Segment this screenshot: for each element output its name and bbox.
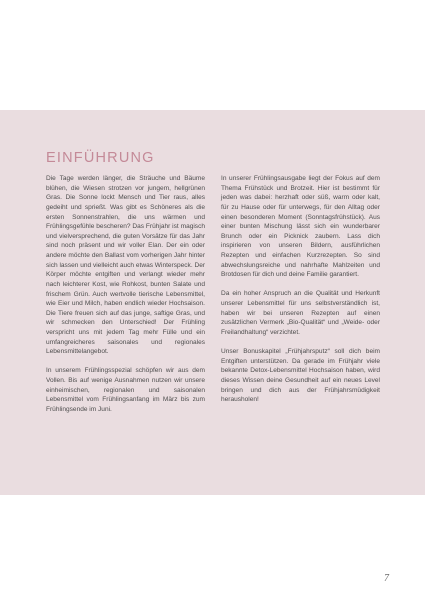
- left-text-column: [46, 174, 205, 424]
- section-title: EINFÜHRUNG: [46, 150, 155, 166]
- paragraph: In unserer Frühlingsausgabe liegt der Fokus auf dem Thema Frühstück und Brotzeit. Hier ist bestimmt für jeden was dabei: herzhaft oder süß, warm oder kalt, für zu Hause oder für unterwegs, für den Alltag oder einen besonderen Moment (Sonntagsfrühstück). Aus einer bunten Mischung lässt sich ein wunderbarer Brunch oder ein Picknick zaubern. Lass dich inspirieren von unseren Bildern, ausführlichen Rezepten und einfachen Kurzrezepten. So sind abwechslungsreiche und nahrhafte Mahlzeiten und Brotdosen für dich und deine Familie garantiert.: [221, 175, 380, 279]
- page-number: 7: [384, 573, 389, 584]
- paragraph: Die Tage werden länger, die Sträuche und Bäume blühen, die Wiesen strotzen vor jungem, hellgrünen Gras. Die Sonne lockt Mensch und Tier raus, alles gedeiht und sprießt. Was gibt es Schöneres als die ersten Sonnenstrahlen, die uns wärmen und Frühlingsgefühle bescheren? Das Frühjahr ist magisch und vielversprechend, die guten Vorsätze für das Jahr sind noch präsent und wir voller Elan. Der ein oder andere möchte den Ballast vom vorherigen Jahr hinter sich lassen und vielleicht auch etwas Winterspeck. Der Körper möchte entgiften und verlangt wieder mehr nach leichterer Kost, wie Rohkost, bunten Salate und frischem Grün. Auch wertvolle tierische Lebensmittel, wie Eier und Milch, haben endlich wieder Hochsaison. Die Tiere freuen sich auf das junge, saftige Gras, und wir schmecken den Unterschied! Der Frühling verspricht uns mit jedem Tag mehr Fülle und ein umfangreicheres saisonales und regionales Lebensmittelangebot.: [46, 175, 206, 356]
- paragraph: In unserem Frühlingsspezial schöpfen wir aus dem Vollen. Bis auf wenige Ausnahmen nutzen wir unsere einheimischen, regionalen und saisonalen Lebensmittel vom Frühlingsanfang im März bis zum Frühlingsende im Juni.: [46, 367, 205, 413]
- paragraph: Unser Bonuskapitel „Frühjahrsputz“ soll dich beim Entgiften unterstützen. Da gerade im Frühjahr viele bekannte Detox-Lebensmittel Hochsaison haben, wird dieses Wissen deine Gesundheit auf ein neues Level bringen und dich aus der Frühjahrsmüdigkeit herausholen!: [221, 348, 380, 404]
- paragraph: Da ein hoher Anspruch an die Qualität und Herkunft unserer Lebensmittel für uns selbstverständlich ist, haben wir bei unseren Rezepten auf einen zusätzlichen Vermerk „Bio-Qualität“ und „Weide- oder Freilandhaltung“ verzichtet.: [221, 290, 380, 336]
- right-text-column: [221, 174, 380, 415]
